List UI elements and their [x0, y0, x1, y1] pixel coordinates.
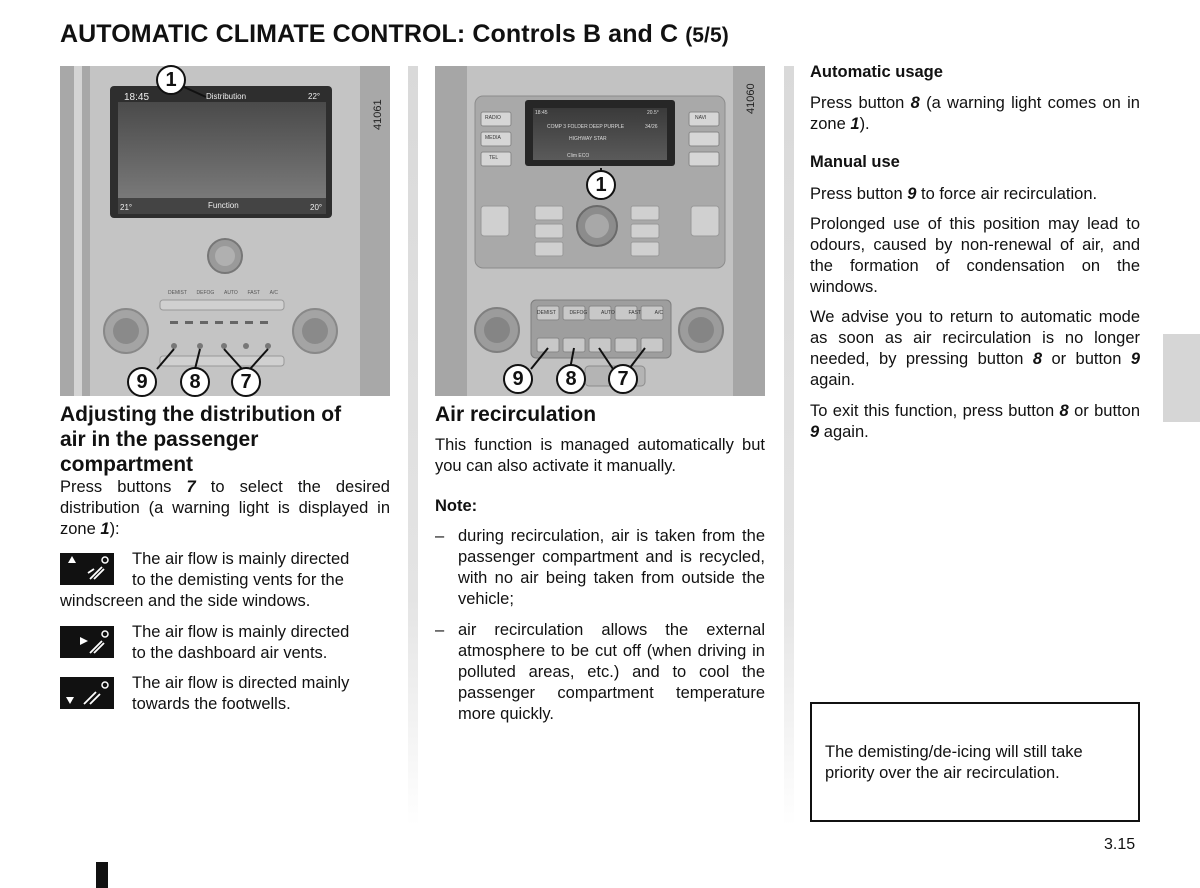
screen-track-number: 34/26	[645, 124, 658, 130]
button-label: DEMIST	[168, 290, 187, 296]
zone-ref: 1	[100, 520, 110, 538]
text-run: to force air recirculation.	[916, 185, 1098, 203]
button-ref: 8	[1059, 402, 1069, 420]
button-label: DEFOG	[569, 310, 588, 316]
text-run: or button	[1068, 402, 1140, 420]
button-ref: 7	[186, 478, 196, 496]
screen-time: 18:45	[535, 110, 548, 116]
climate-button-row	[537, 310, 663, 316]
screen-time: 18:45	[124, 92, 150, 103]
print-mark	[96, 862, 108, 888]
text-run: to select the desired distribution (a warning light is displayed in zone	[60, 478, 390, 538]
dashboard-airflow-icon	[60, 626, 114, 658]
bullet-dash: –	[435, 527, 445, 545]
button-label: DEFOG	[196, 290, 215, 296]
button-ref: 8	[910, 94, 920, 112]
exit-function-text	[810, 401, 1140, 443]
section-heading-distribution: Adjusting the distribution of air in the passenger compartment	[60, 403, 342, 476]
recirculation-intro: This function is managed automatically but you can also activate it manually.	[435, 436, 765, 475]
distribution-intro	[60, 477, 390, 540]
automatic-usage-text	[810, 93, 1140, 135]
callout-9: 9	[503, 364, 533, 394]
windscreen-airflow-icon	[60, 553, 114, 585]
automatic-usage-heading: Automatic usage	[810, 63, 943, 81]
text-run: Press button	[810, 185, 908, 203]
button-label: AUTO	[600, 310, 615, 316]
screen-function-label: Function	[208, 201, 239, 210]
text-run: again.	[819, 423, 869, 441]
text-run: again.	[810, 371, 855, 389]
section-heading-recirculation: Air recirculation	[435, 403, 597, 426]
column-divider	[408, 66, 418, 826]
screen-temp-left: 21°	[120, 203, 133, 212]
airflow-item-text: windscreen and the side windows.	[60, 592, 311, 610]
photo-reference-code: 41060	[745, 83, 757, 114]
button-label: TEL	[489, 155, 499, 161]
button-label: A/C	[269, 290, 278, 296]
climate-button-row	[168, 290, 278, 296]
chapter-tab	[1163, 334, 1200, 422]
column-divider	[784, 66, 794, 826]
airflow-item-text: to the dashboard air vents.	[132, 644, 328, 662]
note-bullet: during recirculation, air is taken from the passenger compartment and is recycled, with no air being taken from outside the vehicle;	[458, 527, 765, 608]
button-label: RADIO	[485, 115, 501, 121]
screen-temp: 20.5°	[647, 110, 659, 116]
callout-7: 7	[231, 367, 261, 397]
button-ref: 9	[907, 185, 917, 203]
airflow-item-text: towards the footwells.	[132, 695, 291, 713]
text-run: ):	[109, 520, 120, 538]
manual-use-text	[810, 184, 1145, 205]
text-run: (a warning light comes on in zone	[810, 94, 1140, 133]
airflow-item-text: The air flow is mainly directed	[132, 623, 350, 641]
text-run: or button	[1042, 350, 1131, 368]
text-run: To exit this function, press button	[810, 402, 1060, 420]
callout-8: 8	[180, 367, 210, 397]
screen-track-subtitle: HIGHWAY STAR	[569, 136, 607, 142]
button-label: A/C	[654, 310, 663, 316]
screen-temp-right: 20°	[310, 203, 323, 212]
photo-reference-code: 41061	[372, 99, 384, 130]
callout-1: 1	[156, 65, 186, 95]
priority-note-text: The demisting/de-icing will still take priority over the air recirculation.	[825, 743, 1083, 782]
callout-1: 1	[586, 170, 616, 200]
bullet-dash: –	[435, 621, 445, 639]
text-run: Press buttons	[60, 478, 187, 496]
airflow-item-text: The air flow is directed mainly	[132, 674, 350, 692]
screen-track-title: COMP 3 FOLDER DEEP PURPLE	[547, 124, 625, 130]
note-label: Note:	[435, 497, 478, 515]
button-label: MEDIA	[485, 135, 501, 141]
text-run: Press button	[810, 94, 911, 112]
text-run: ).	[859, 115, 870, 133]
prolonged-use-text: Prolonged use of this position may lead to odours, caused by non-renewal of air, and the formation of condensation on the windows.	[810, 215, 1140, 296]
note-bullet: air recirculation allows the external atmosphere to be cut off (when driving in polluted areas, etc.) and to cool the passenger compartment temperature more quickly.	[458, 621, 765, 723]
button-label: AUTO	[223, 290, 238, 296]
screen-temp: 22°	[308, 92, 321, 101]
page-title-main: AUTOMATIC CLIMATE CONTROL: Controls B and C	[60, 20, 679, 48]
text-run: We advise you to return to automatic mode as soon as air recirculation is no longer needed, by pressing button	[810, 308, 1140, 368]
page-number: 3.15	[1104, 836, 1136, 853]
advice-text	[810, 307, 1140, 391]
priority-note-box	[810, 702, 1140, 822]
button-ref: 8	[1032, 350, 1043, 368]
button-label: DEMIST	[537, 310, 556, 316]
callout-8: 8	[556, 364, 586, 394]
photo-dashboard-screen	[60, 66, 390, 396]
callout-7: 7	[608, 364, 638, 394]
airflow-item-text: to the demisting vents for the	[132, 571, 344, 589]
screen-eco-button: Clim ECO	[567, 153, 590, 159]
button-label: NAVI	[695, 115, 707, 121]
zone-ref: 1	[850, 115, 860, 133]
callout-9: 9	[127, 367, 157, 397]
page-title	[60, 20, 729, 49]
manual-use-heading: Manual use	[810, 153, 900, 171]
button-label: FAST	[628, 310, 641, 316]
button-ref: 9	[1130, 350, 1140, 368]
button-ref: 9	[810, 423, 820, 441]
photo-radio-panel	[435, 66, 765, 396]
footwell-airflow-icon	[60, 677, 114, 709]
button-label: FAST	[247, 290, 260, 296]
screen-heading: Distribution	[206, 92, 247, 101]
airflow-item-text: The air flow is mainly directed	[132, 550, 350, 568]
page-title-sub: (5/5)	[685, 24, 729, 47]
